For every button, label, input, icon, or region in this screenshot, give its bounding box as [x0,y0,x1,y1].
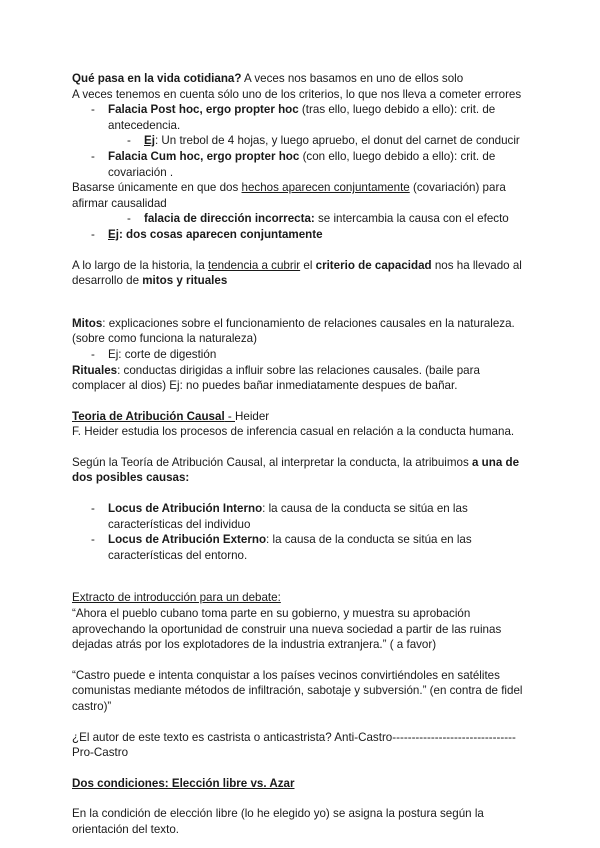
mitos-rituales: mitos y rituales [142,274,228,288]
tendencia-cubrir: tendencia a cubrir [207,258,301,272]
segun-paragraph [72,455,532,486]
historia-text: A lo largo de la historia, la [72,258,208,272]
vida-question: Qué pasa en la vida cotidiana? [72,72,242,85]
bullet-dash: - [91,533,95,547]
ej-trebol-text: : Un trebol de 4 hojas, y luego apruebo, el donut del carnet de conducir [154,134,520,148]
atribucion-heading [72,409,532,425]
heider-intro: F. Heider estudia los procesos de inferencia casual en relación a la conducta humana. [72,425,515,439]
cum-hoc-term: Falacia Cum hoc, ergo propter hoc [108,149,300,163]
ej-digestion-text: Ej: corte de digestión [108,347,217,361]
post-hoc-item [72,102,532,133]
locus-externo-term: Locus de Atribución Externo [108,533,267,547]
debate-quote-favor: “Ahora el pueblo cubano toma parte en su gobierno, y muestra su aprobación aprovechando la oportunidad de construir una nueva sociedad a partir de las ruinas dejadas atrás por los explotadores de la industria extranjera.” ( a favor) [72,607,502,652]
falacia-direccion-desc: se intercambia la causa con el efecto [314,212,509,226]
bullet-dash: - [127,134,131,148]
ej-digestion-item [72,347,532,363]
historia-text-3: nos ha llevado al desarrollo de [72,258,522,288]
basarse-line [72,180,532,211]
atribucion-title: Teoria de Atribución Causal [72,409,225,423]
bullet-dash: - [91,227,95,241]
locus-interno-term: Locus de Atribución Interno [108,502,263,516]
mitos-text: : explicaciones sobre el funcionamiento de relaciones causales en la naturaleza. (sobre como funciona la naturaleza) [72,316,515,346]
ej-label: Ej [144,134,155,148]
atribucion-author: Heider [235,409,270,423]
basarse-text: Basarse únicamente en que dos [72,181,242,195]
atribucion-title-sep: - [224,409,235,423]
condiciones-title: Dos condiciones: Elección libre vs. Azar [72,776,295,790]
cum-hoc-item [72,149,532,180]
debate-quote-contra: “Castro puede e intenta conquistar a los países vecinos convirtiéndoles en satélites comunistas mediante métodos de infiltración, sabotaje y subversión.” (en contra de fidel castro)” [72,668,523,713]
vida-cotidiana-line [72,71,532,87]
rituales-paragraph [72,363,532,394]
mitos-paragraph [72,316,532,347]
bullet-dash: - [91,149,95,163]
rituales-text: : conductas dirigidas a influir sobre las relaciones causales. (baile para complacer al dios) Ej: no puedes bañar inmediatamente despues de bañar. [72,363,480,393]
basarse-tail: (covariación) para afirmar causalidad [72,181,506,210]
ej-conjuntamente-text: : dos cosas aparecen conjuntamente [118,227,323,241]
criterios-line: A veces tenemos en cuenta sólo uno de los criterios, lo que nos lleva a cometer errores [72,87,522,101]
bullet-dash: - [91,347,95,361]
bullet-dash: - [91,103,95,117]
post-hoc-desc: (tras ello, luego debido a ello): crit. de antecedencia. [108,103,496,132]
locus-interno-item [72,501,532,532]
document-page [72,71,532,838]
dos-causas: a una de dos posibles causas: [72,455,520,485]
ej-conjuntamente-item [72,227,532,243]
cum-hoc-desc: (con ello, luego debido a ello): crit. de covariación . [108,149,496,179]
locus-interno-desc: : la causa de la conducta se sitúa en las características del individuo [108,502,468,531]
ej-label: Ej [108,227,119,241]
mitos-label: Mitos [72,316,103,330]
rituales-label: Rituales [72,363,118,377]
debate-title: Extracto de introducción para un debate: [72,591,281,605]
historia-paragraph [72,258,532,289]
bullet-dash: - [91,502,95,516]
locus-externo-item [72,532,532,563]
bullet-dash: - [127,212,131,226]
criterio-capacidad: criterio de capacidad [315,258,432,272]
segun-text: Según la Teoría de Atribución Causal, al interpretar la conducta, la atribuimos [72,455,473,469]
hechos-conjuntamente: hechos aparecen conjuntamente [241,181,410,195]
falacia-direccion-item [72,211,532,227]
locus-externo-desc: : la causa de la conducta se sitúa en las características del entorno. [108,533,472,562]
vida-question-rest: A veces nos basamos en uno de ellos solo [241,72,464,85]
post-hoc-term: Falacia Post hoc, ergo propter hoc [108,103,299,117]
debate-question: ¿El autor de este texto es castrista o anticastrista? Anti-Castro-------------------------------- Pro-Castro [72,730,516,760]
condiciones-text: En la condición de elección libre (lo he elegido yo) se asigna la postura según la orientación del texto. [72,807,484,836]
ej-trebol-item [72,133,532,149]
historia-text-2: el [300,258,316,272]
falacia-direccion-term: falacia de dirección incorrecta: [144,212,315,226]
